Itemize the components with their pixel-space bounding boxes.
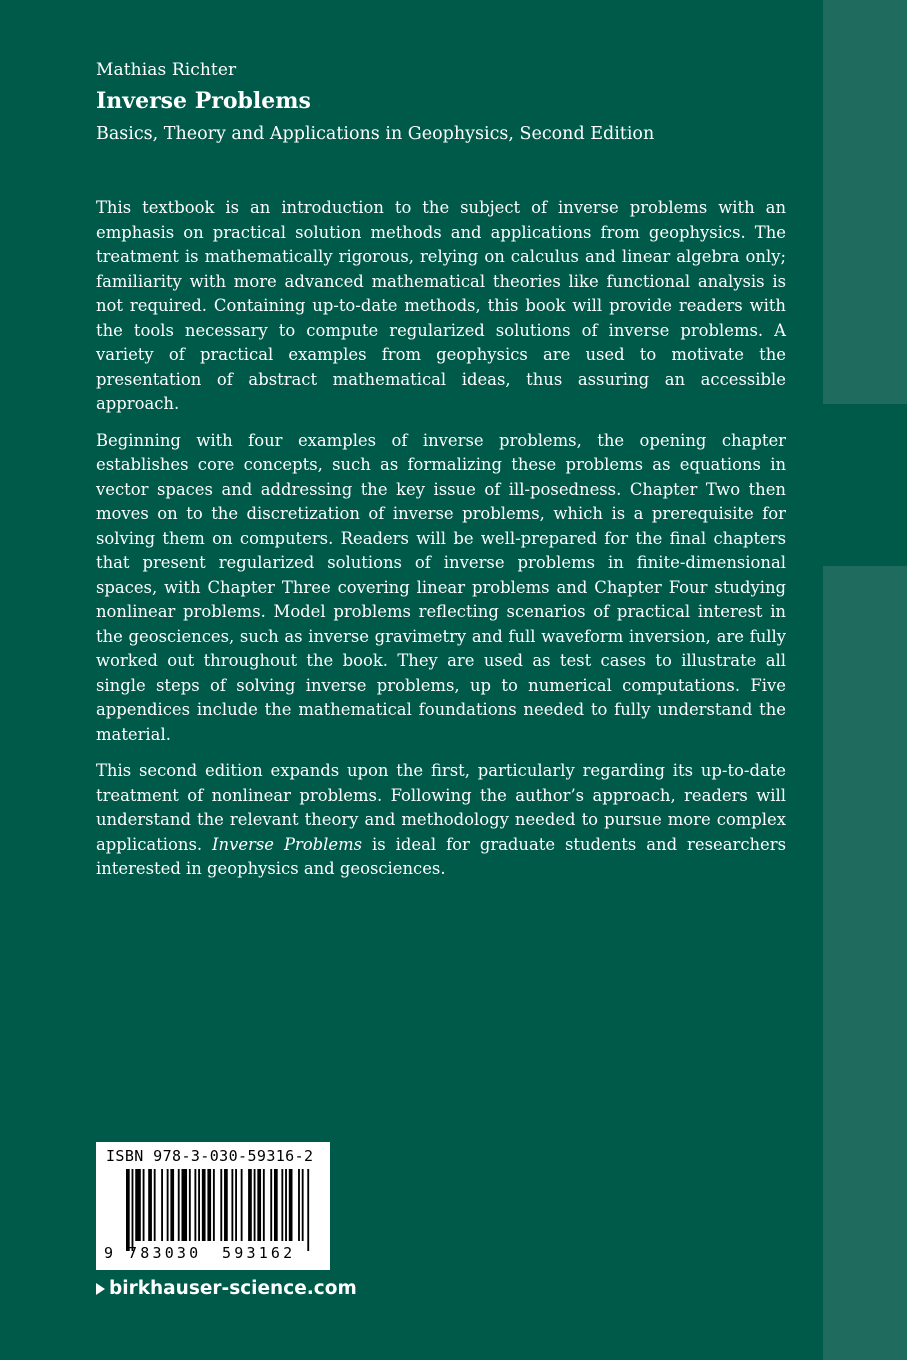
barcode-bar: [167, 1169, 169, 1241]
paragraph-3-title-italic: Inverse Problems: [212, 834, 363, 854]
paragraph-3-end: is ideal for graduate students and researchers interested in geophysics and geosciences.: [96, 834, 786, 878]
barcode-bar: [198, 1169, 200, 1241]
barcode-bar: [263, 1169, 265, 1241]
barcode-bar: [213, 1169, 215, 1241]
barcode-bar: [132, 1169, 134, 1251]
barcode-bar: [274, 1169, 278, 1241]
description: [96, 196, 786, 894]
barcode-bar: [285, 1169, 287, 1241]
description-paragraph-1: This textbook is an introduction to the subject of inverse problems with an emphasis on practical solution methods and applications from geophysics. The treatment is mathematically rigorous, relying on calculus and linear algebra only; familiarity with more advanced mathematical theories like functional analysis is not required. Containing up-to-date methods, this book will provide readers with the tools necessary to compute regularized solutions of inverse problems. A variety of practical examples from geophysics are used to motivate the presentation of abstract mathematical ideas, thus assuring an accessible approach.: [96, 198, 786, 413]
barcode-right-digits: 593162: [222, 1244, 296, 1262]
side-strip: [823, 0, 907, 1360]
barcode-lead-digit: 9: [104, 1244, 114, 1262]
barcode-bar: [298, 1169, 300, 1241]
arrow-right-icon: [96, 1283, 105, 1295]
description-paragraph-3: [96, 759, 786, 882]
side-strip-gap: [823, 404, 907, 566]
book-subtitle: Basics, Theory and Applications in Geophysics, Second Edition: [96, 124, 655, 144]
barcode-bar: [270, 1169, 272, 1241]
barcode-bar: [189, 1169, 191, 1241]
barcode-bar: [254, 1169, 256, 1241]
barcode-bar: [194, 1169, 196, 1241]
barcode-bar: [257, 1169, 261, 1241]
barcode-bar: [241, 1169, 243, 1241]
paragraph-3-start: This second edition expands upon the first, particularly regarding its up-to-date treatment of nonlinear problems. Following the author’s approach, readers will understand the relevant theory and methodology needed to pursue more complex applications.: [96, 761, 786, 854]
barcode-bar: [220, 1169, 222, 1241]
description-paragraph-2: Beginning with four examples of inverse problems, the opening chapter establishes core concepts, such as formalizing these problems as equations in vector spaces and addressing the key issue of ill-posedness. Chapter Two then moves on to the discretization of inverse problems, which is a prerequisite for solving them on computers. Readers will be well-prepared for the final chapters that present regularized solutions of inverse problems in finite-dimensional spaces, with Chapter Three covering linear problems and Chapter Four studying nonlinear problems. Model problems reflecting scenarios of practical interest in the geosciences, such as inverse gravimetry and full waveform inversion, are fully worked out throughout the book. They are used as test cases to illustrate all single steps of solving inverse problems, up to numerical computations. Five appendices include the mathematical foundations needed to fully understand the material.: [96, 430, 786, 744]
barcode-bar: [302, 1169, 304, 1241]
barcode-bar: [207, 1169, 211, 1241]
barcode-bar: [307, 1169, 309, 1251]
barcode-bar: [182, 1169, 188, 1241]
publisher-link[interactable]: [96, 1278, 357, 1299]
barcode-bar: [224, 1169, 228, 1241]
barcode-bar: [135, 1169, 141, 1241]
header-block: [96, 60, 788, 144]
barcode-bar: [170, 1169, 174, 1241]
barcode: [96, 1142, 330, 1270]
barcode-left-digits: 783030: [128, 1244, 202, 1262]
barcode-bar: [235, 1169, 237, 1241]
barcode-bar: [289, 1169, 293, 1241]
barcode-bar: [161, 1169, 163, 1241]
barcode-bar: [178, 1169, 180, 1241]
isbn-label: ISBN 978-3-030-59316-2: [106, 1147, 314, 1165]
barcode-bar: [126, 1169, 130, 1251]
barcode-bar: [248, 1169, 252, 1241]
author-name: Mathias Richter: [96, 60, 237, 80]
publisher-website: birkhauser-science.com: [109, 1278, 357, 1299]
barcode-bar: [154, 1169, 156, 1241]
barcode-bar: [202, 1169, 206, 1241]
book-title: Inverse Problems: [96, 88, 311, 114]
barcode-bar: [231, 1169, 233, 1241]
barcode-bar: [148, 1169, 152, 1241]
barcode-bar: [281, 1169, 283, 1241]
barcode-bar: [143, 1169, 145, 1241]
barcode-digits: [96, 1244, 330, 1266]
